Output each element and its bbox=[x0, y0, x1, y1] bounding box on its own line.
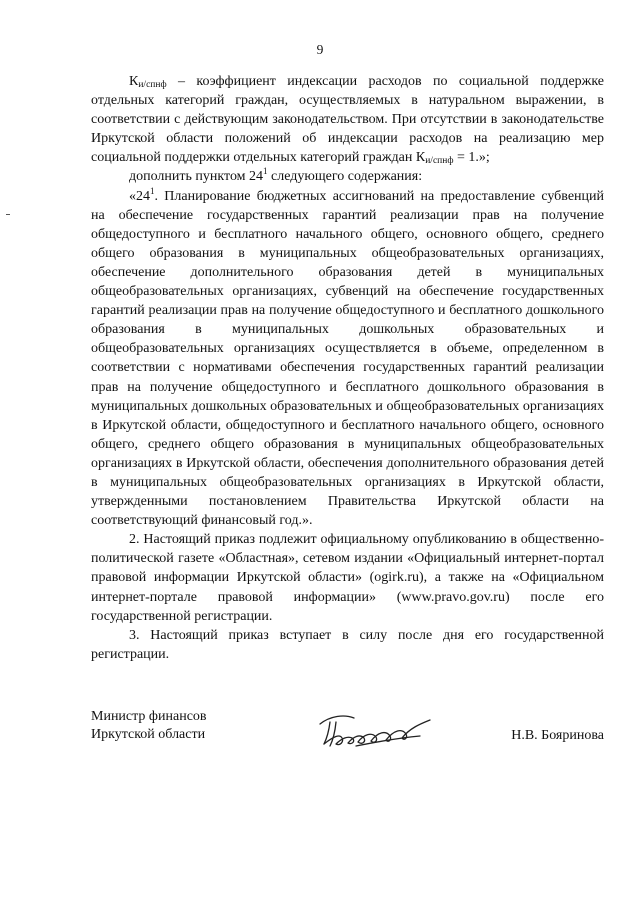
coefficient-subscript-2: и/спнф bbox=[425, 156, 454, 167]
handwritten-signature bbox=[316, 710, 436, 752]
supplement-text: дополнить пунктом 24 bbox=[129, 169, 264, 185]
item-24-number: «24 bbox=[129, 188, 150, 204]
signer-title-line-2: Иркутской области bbox=[91, 727, 206, 742]
page-number: 9 bbox=[316, 42, 324, 57]
item-2: 2. Настоящий приказ подлежит официальному опубликованию в общественно-политической газете «Областная», сетевом издании «Официальный интернет-портал правовой информации Иркутской области» (ogirk.ru), а также на «Официальном интернет-портале правовой информации» (www.pravo.gov.ru) после его государственной регистрации. bbox=[91, 532, 604, 624]
signer-title bbox=[91, 708, 207, 744]
document-body bbox=[91, 72, 604, 664]
coefficient-subscript: и/спнф bbox=[138, 80, 167, 90]
coefficient-symbol: К bbox=[129, 74, 139, 89]
item-3: 3. Настоящий приказ вступает в силу после дня его государственной регистрации. bbox=[91, 627, 604, 662]
item-24-1 bbox=[91, 187, 604, 531]
coefficient-symbol-2: К bbox=[415, 150, 426, 166]
item-24-superscript: 1 bbox=[150, 185, 155, 196]
signer-name: Н.В. Бояринова bbox=[511, 728, 604, 743]
supplement-line bbox=[91, 167, 604, 186]
signer-title-line-1: Министр финансов bbox=[91, 709, 207, 724]
supplement-text-end: следующего содержания: bbox=[267, 169, 423, 185]
coefficient-definition bbox=[91, 72, 604, 167]
item-24-text: . Планирование бюджетных ассигнований на предоставление субвенций на обеспечение государственных гарантий реализации прав на получение общедоступного и бесплатного начального общего, основного общего, среднего общего образования в муниципальных общеобразовательных организациях, обеспечение дополнительного образования детей в муниципальных общеобразовательных организациях, субвенций на обеспечение государственных гарантий реализации прав на получение общедоступного и бесплатного дошкольного образования в муниципальных дошкольных образовательных и общеобразовательных организациях осуществляется в объеме, определенном в соответствии с нормативами обеспечения государственных гарантий реализации прав на получение общедоступного и бесплатного дошкольного образования в муниципальных дошкольных образовательных и общеобразовательных организациях в Иркутской области, общедоступного и бесплатного начального общего, основного общего, среднего общего образования в муниципальных общеобразовательных организациях в Иркутской области, обеспечения дополнительного образования детей в муниципальных общеобразовательных организациях в Иркутской области, утвержденными постановлением Правительства Иркутской области на соответствующий финансовый год.». bbox=[91, 188, 604, 529]
definition-end: = 1.»; bbox=[453, 150, 490, 166]
signature-block bbox=[91, 708, 604, 764]
supplement-superscript: 1 bbox=[263, 166, 268, 177]
margin-mark bbox=[6, 214, 10, 215]
definition-text: – коэффициент индексации расходов по социальной поддержке отдельных категорий граждан, осуществляемых в натуральном выражении, в соответствии с действующим законодательством. При отсутствии в законодательстве Иркутской области положений об индексации расходов на реализацию мер социальной поддержки отдельных категорий граждан bbox=[91, 74, 604, 166]
